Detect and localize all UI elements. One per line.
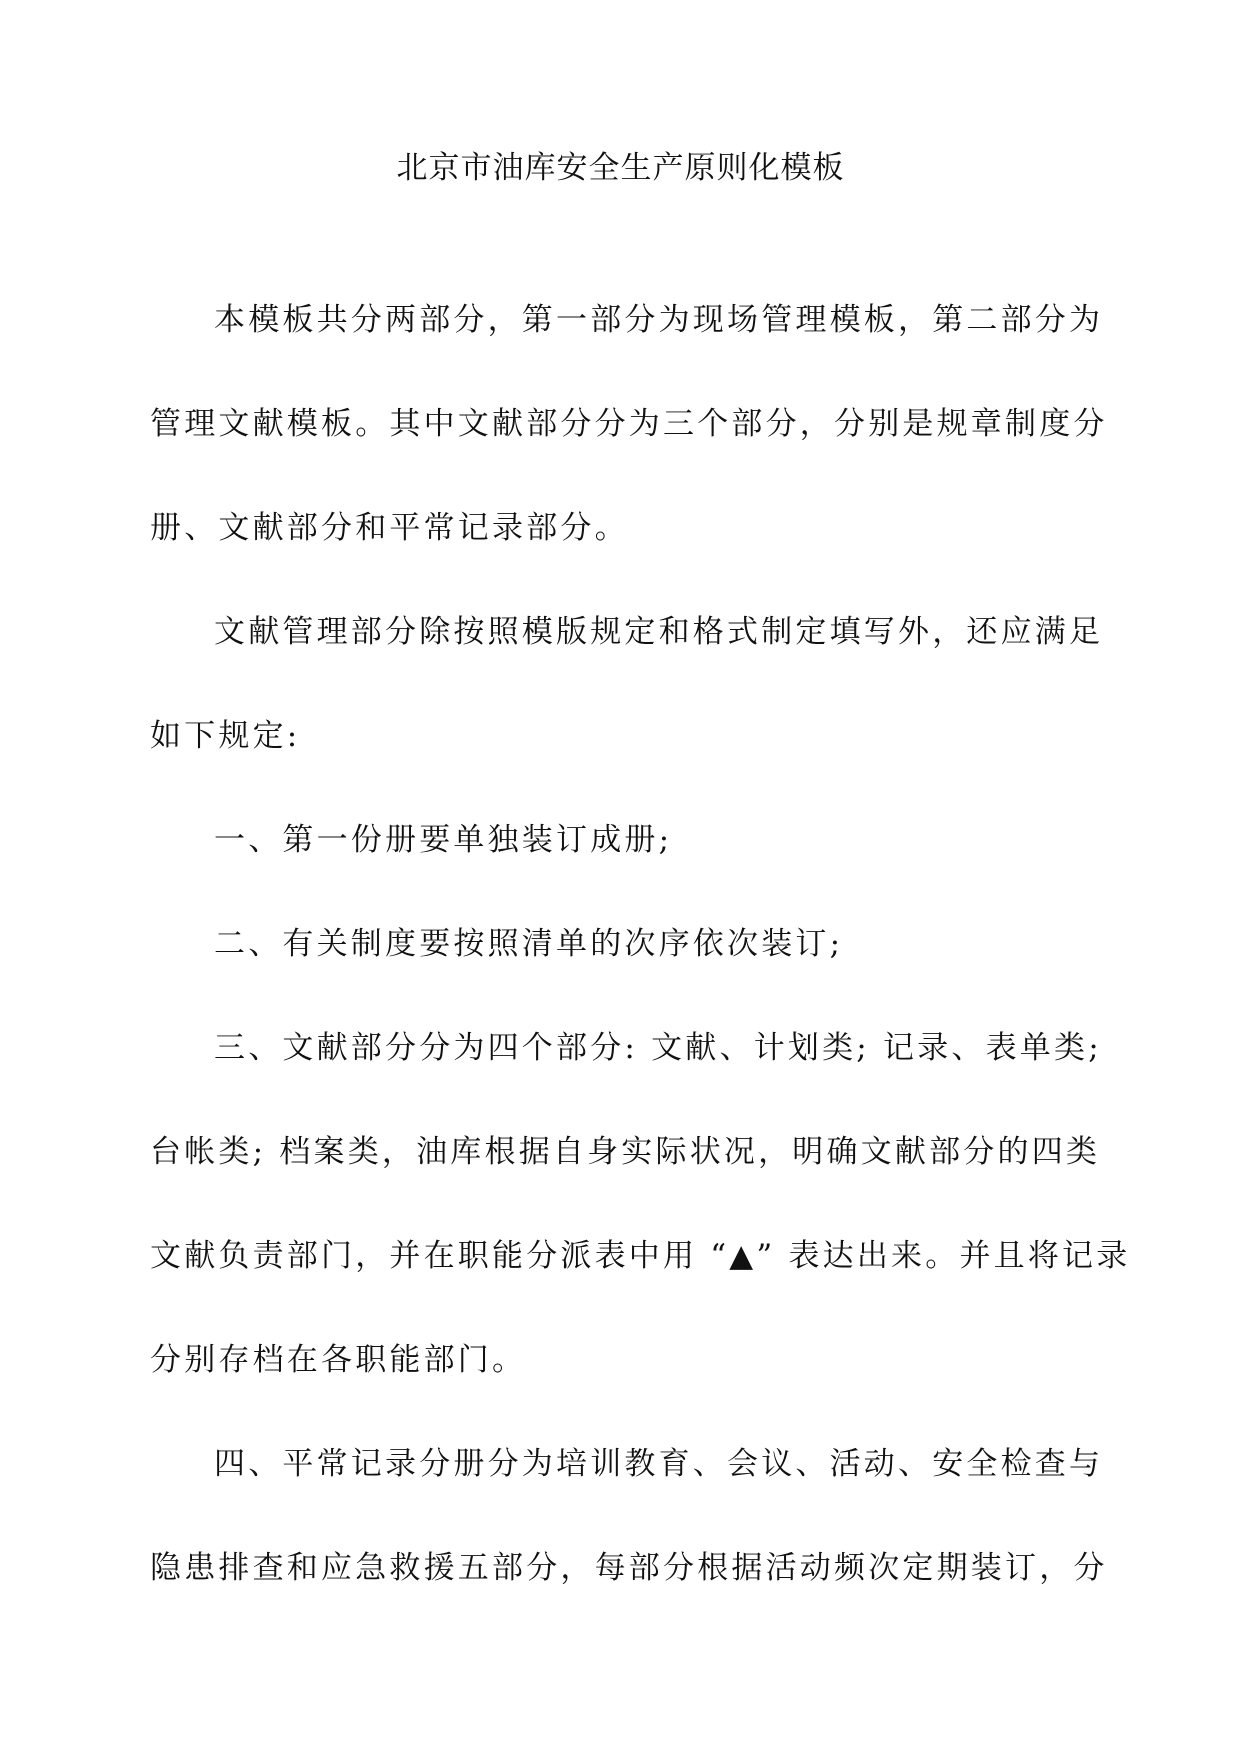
list-item-3-cont-1: 台帐类; 档案类，油库根据自身实际状况，明确文献部分的四类 [150, 1134, 1101, 1170]
body-line-1: 本模板共分两部分，第一部分为现场管理模板，第二部分为 [214, 302, 1104, 338]
body-line-3: 册、文献部分和平常记录部分。 [150, 510, 629, 546]
body-line-4: 文献管理部分除按照模版规定和格式制定填写外，还应满足 [214, 614, 1104, 650]
document-body [150, 296, 1131, 1648]
body-line-2: 管理文献模板。其中文献部分分为三个部分，分别是规章制度分 [150, 406, 1108, 442]
list-item-4: 四、平常记录分册分为培训教育、会议、活动、安全检查与 [214, 1446, 1104, 1482]
list-item-1: 一、第一份册要单独装订成册; [214, 822, 673, 858]
list-item-3-cont-2: 文献负责部门，并在职能分派表中用 “▲” 表达出来。并且将记录 [150, 1238, 1131, 1274]
document-title: 北京市油库安全生产原则化模板 [396, 150, 845, 186]
list-item-4-cont-1: 隐患排查和应急救援五部分，每部分根据活动频次定期装订，分 [150, 1550, 1108, 1586]
list-item-2: 二、有关制度要按照清单的次序依次装订; [214, 926, 844, 962]
list-item-3-cont-3: 分别存档在各职能部门。 [150, 1342, 527, 1378]
list-item-3: 三、文献部分分为四个部分: 文献、计划类; 记录、表单类; [214, 1030, 1102, 1066]
body-line-5: 如下规定: [150, 718, 301, 754]
